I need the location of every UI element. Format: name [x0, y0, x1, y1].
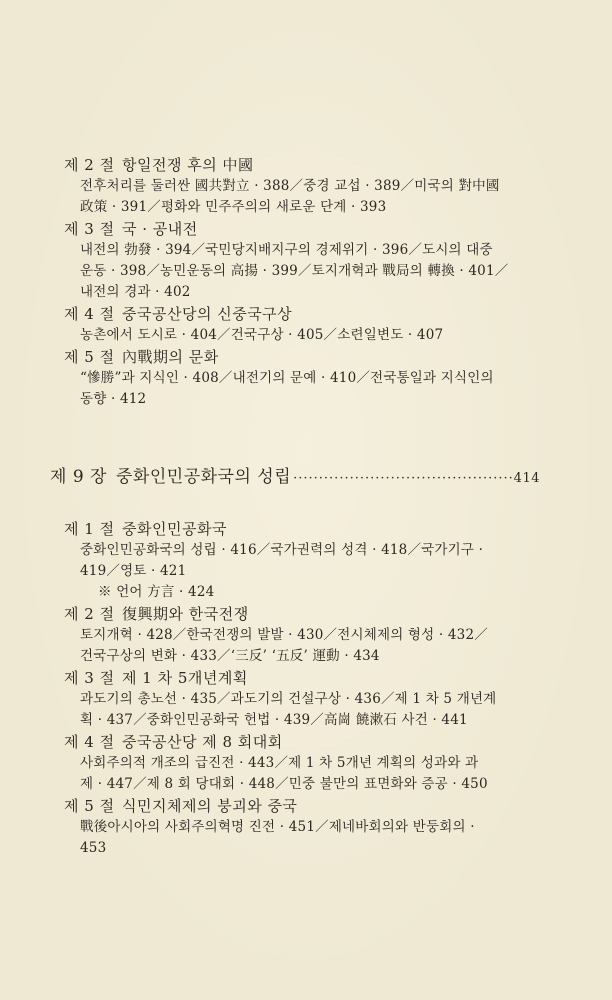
toc-section-heading: [64, 603, 534, 625]
toc-section-heading: [64, 795, 534, 817]
toc-section-heading: [64, 154, 534, 176]
section-number: 제 2 절: [64, 156, 115, 174]
section-number: 제 5 절: [64, 348, 115, 366]
section-title: 항일전쟁 후의 中國: [122, 156, 254, 174]
toc-subentry-line: 453: [80, 840, 107, 856]
toc-subentry-line: 운동 · 398／농민운동의 高揚 · 399／토지개혁과 戰局의 轉換 · 401／: [80, 263, 509, 279]
chapter-heading: [50, 462, 540, 492]
section-title: 復興期와 한국전쟁: [122, 605, 249, 623]
dot-leader: [291, 471, 514, 486]
toc-subentry-line: 토지개혁 · 428／한국전쟁의 발발 · 430／전시체제의 형성 · 432／: [80, 627, 488, 643]
toc-subentry-line: 제 · 447／제 8 회 당대회 · 448／민중 불만의 표면화와 증공 · 450: [80, 776, 488, 792]
section-title: 제 1 차 5개년계획: [122, 669, 248, 687]
section-number: 제 3 절: [64, 669, 115, 687]
toc-subentry-line: 전후처리를 둘러싼 國共對立 · 388／중경 교섭 · 389／미국의 對中國: [80, 178, 500, 194]
toc-section-heading: [64, 218, 534, 240]
section-number: 제 5 절: [64, 797, 115, 815]
chapter-page-number: 414: [513, 471, 540, 486]
section-title: 국 · 공내전: [122, 220, 198, 238]
toc-subentry-line: 획 · 437／중화인민공화국 헌법 · 439／高崗 饒漱石 사건 · 441: [80, 712, 468, 728]
toc-subentry-line: 중화인민공화국의 성립 · 416／국가권력의 성격 · 418／국가기구 ·: [80, 542, 484, 558]
section-title: 중화인민공화국: [122, 520, 227, 538]
toc-subentry-line: 과도기의 총노선 · 435／과도기의 건설구상 · 436／제 1 차 5 개년계: [80, 691, 497, 707]
toc-subentry-line: 戰後아시아의 사회주의혁명 진전 · 451／제네바회의와 반둥회의 ·: [80, 819, 475, 835]
toc-subentry-line: 동향 · 412: [80, 391, 147, 407]
toc-section-heading: [64, 346, 534, 368]
toc-subentry-line: 내전의 경과 · 402: [80, 284, 191, 300]
chapter-title: 중화인민공화국의 성립: [116, 467, 292, 487]
section-title: 중국공산당의 신중국구상: [122, 305, 293, 323]
section-title: 중국공산당 제 8 회대회: [122, 733, 283, 751]
section-number: 제 2 절: [64, 605, 115, 623]
toc-subentry-line: 사회주의적 개조의 급진전 · 443／제 1 차 5개년 계획의 성과와 과: [80, 755, 479, 771]
section-number: 제 1 절: [64, 520, 115, 538]
toc-subentry-line: 건국구상의 변화 · 433／‘三反’ ‘五反’ 運動 · 434: [80, 648, 380, 664]
toc-block-previous-chapter: [64, 154, 534, 410]
toc-subentry-line: “慘勝”과 지식인 · 408／내전기의 문예 · 410／전국통일과 지식인의: [80, 370, 494, 386]
toc-subentry-line: 政策 · 391／평화와 민주주의의 새로운 단계 · 393: [80, 199, 387, 215]
chapter-number: 제 9 장: [50, 467, 107, 487]
toc-subentry-line: 내전의 勃發 · 394／국민당지배지구의 경제위기 · 396／도시의 대중: [80, 242, 493, 258]
toc-block-chapter-9: [64, 518, 534, 859]
toc-section-heading: [64, 518, 534, 540]
toc-note-line: ※ 언어 方言 · 424: [98, 584, 215, 600]
section-number: 제 3 절: [64, 220, 115, 238]
toc-subentry-line: 농촌에서 도시로 · 404／건국구상 · 405／소련일변도 · 407: [80, 327, 444, 343]
section-number: 제 4 절: [64, 733, 115, 751]
toc-section-heading: [64, 303, 534, 325]
toc-section-heading: [64, 667, 534, 689]
toc-subentry-line: 419／영토 · 421: [80, 563, 187, 579]
section-title: 內戰期의 문화: [122, 348, 219, 366]
section-number: 제 4 절: [64, 305, 115, 323]
section-title: 식민지체제의 붕괴와 중국: [122, 797, 298, 815]
toc-section-heading: [64, 731, 534, 753]
